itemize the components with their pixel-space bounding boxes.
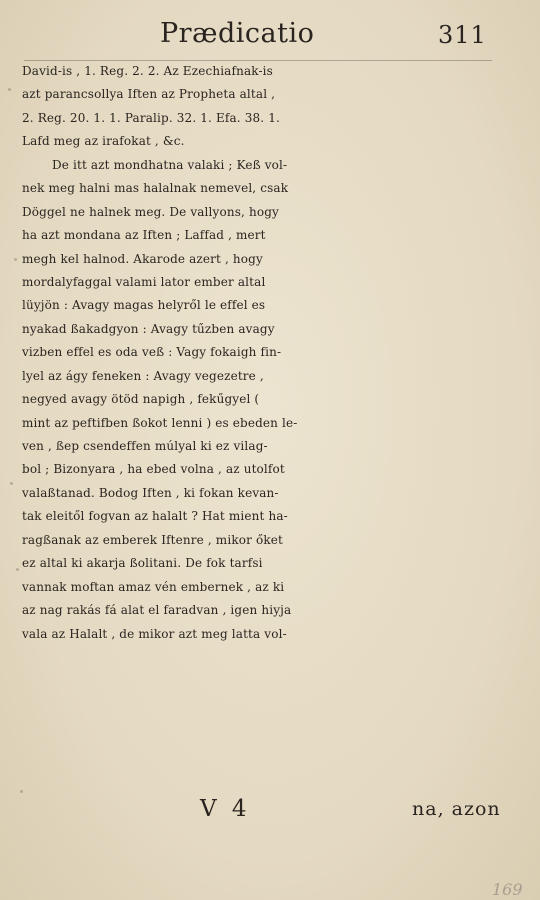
text-line: mint az peftifben ßokot lenni ) es ebeden le-: [22, 415, 298, 430]
signature-mark: V 4: [200, 796, 251, 822]
text-line: 2. Reg. 20. 1. 1. Paralip. 32. 1. Efa. 38. 1.: [22, 110, 280, 125]
text-line: vala az Halalt , de mikor azt meg latta vol-: [22, 626, 287, 641]
body-text: [22, 60, 492, 646]
ink-speck: [8, 88, 11, 91]
text-line: valaßtanad. Bodog Iften , ki fokan kevan-: [22, 485, 279, 500]
text-line: ez altal ki akarja ßolitani. De fok tarfsi: [22, 556, 263, 571]
text-line: bol ; Bizonyara , ha ebed volna , az utolfot: [22, 462, 285, 477]
text-line: vizben effel es oda veß : Vagy fokaigh fin-: [22, 345, 282, 360]
page-number: 311: [438, 21, 487, 49]
text-line: ven , ßep csendeffen múlyal ki ez vilag-: [22, 439, 268, 453]
text-line: negyed avagy ötöd napigh , fekűgyel (: [22, 392, 260, 407]
text-line: vannak moftan amaz vén embernek , az ki: [22, 579, 285, 594]
page-footer: [0, 796, 540, 826]
text-line: David-is , 1. Reg. 2. 2. Az Ezechiafnak-is: [22, 64, 273, 78]
text-line: ragßanak az emberek Iftenre , mikor őket: [22, 532, 283, 547]
text-line: Lafd meg az irafokat , &c.: [22, 134, 185, 149]
ink-speck: [20, 790, 23, 793]
text-line: azt parancsollya Iften az Propheta altal ,: [22, 87, 276, 102]
text-line: tak eleitől fogvan az halalt ? Hat mient ha-: [22, 509, 288, 524]
text-line: nek meg halni mas halalnak nemevel, csak: [22, 181, 289, 196]
text-line: megh kel halnod. Akarode azert , hogy: [22, 251, 263, 266]
text-line: Döggel ne halnek meg. De vallyons, hogy: [22, 204, 279, 219]
running-title: Prædicatio: [160, 18, 315, 49]
ink-speck: [10, 482, 13, 485]
text-line: lyel az ágy feneken : Avagy vegezetre ,: [22, 368, 264, 383]
catchword: na, azon: [412, 798, 501, 820]
text-line: De itt azt mondhatna valaki ; Keß vol-: [52, 157, 288, 172]
text-line: ha azt mondana az Iften ; Laffad , mert: [22, 228, 266, 243]
text-line: az nag rakás fá alat el faradvan , igen hiyja: [22, 603, 292, 618]
text-line: nyakad ßakadgyon : Avagy tűzben avagy: [22, 321, 275, 336]
ink-speck: [16, 568, 19, 571]
ink-speck: [14, 258, 17, 261]
text-line: lüyjön : Avagy magas helyről le effel es: [22, 298, 266, 313]
text-line: mordalyfaggal valami lator ember altal: [22, 274, 266, 289]
running-head: [0, 18, 540, 54]
stray-mark: 169: [492, 880, 523, 899]
